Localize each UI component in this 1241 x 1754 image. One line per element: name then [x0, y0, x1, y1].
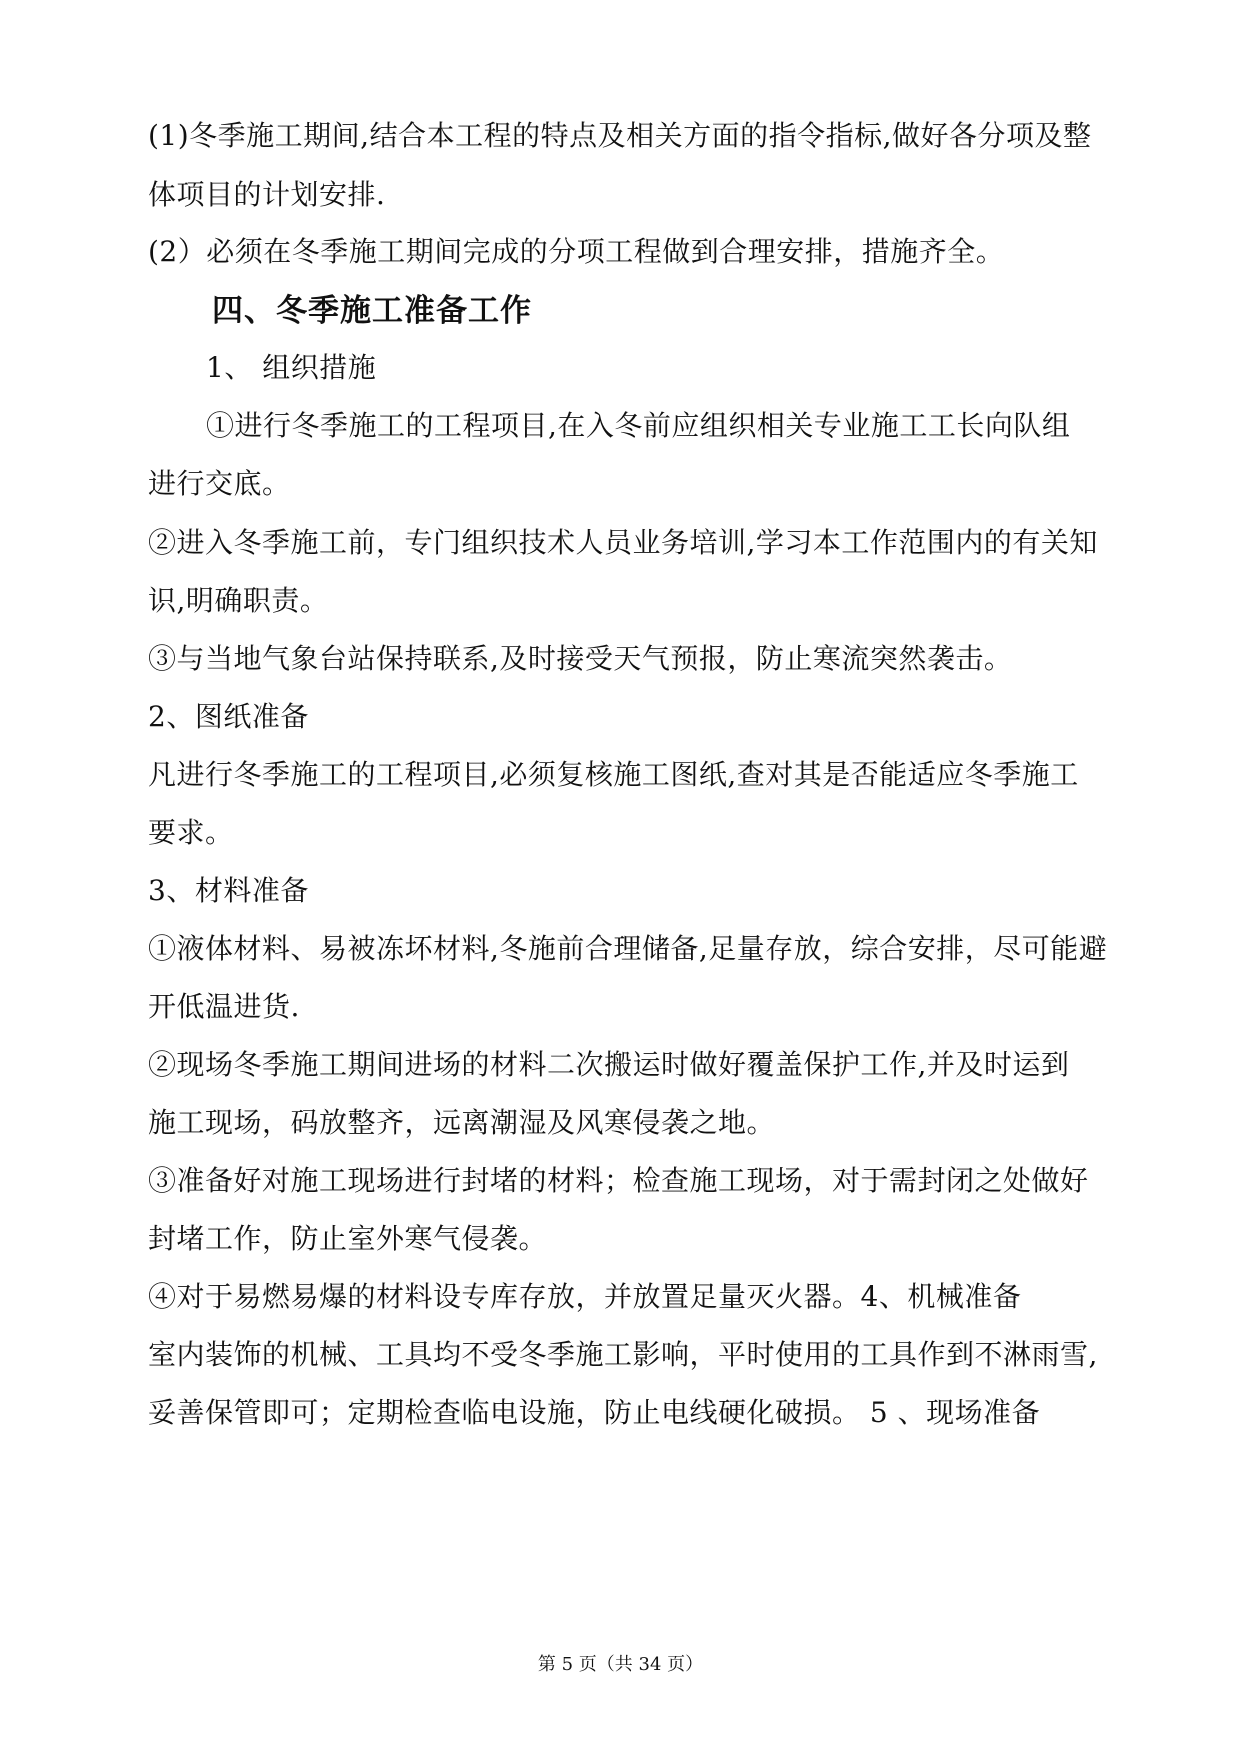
subsection-title-drawings: 2、图纸准备: [148, 700, 309, 733]
page-number-footer: 第 5 页（共 34 页）: [537, 1654, 704, 1675]
paragraph-line-19: 妥善保管即可；定期检查临电设施，防止电线硬化破损。 5 、现场准备: [148, 1396, 1041, 1429]
section-heading: 四、冬季施工准备工作: [212, 293, 532, 329]
paragraph-line-18: 室内装饰的机械、工具均不受冬季施工影响，平时使用的工具作到不淋雨雪,: [148, 1338, 1098, 1371]
paragraph-line-5: 进行交底。: [148, 467, 291, 500]
paragraph-line-4: ①进行冬季施工的工程项目,在入冬前应组织相关专业施工工长向队组: [206, 409, 1071, 442]
paragraph-line-12: 开低温进货.: [148, 990, 300, 1023]
paragraph-line-13: ②现场冬季施工期间进场的材料二次搬运时做好覆盖保护工作,并及时运到: [148, 1048, 1070, 1081]
paragraph-line-8: ③与当地气象台站保持联系,及时接受天气预报，防止寒流突然袭击。: [148, 642, 1013, 675]
paragraph-line-14: 施工现场，码放整齐，远离潮湿及风寒侵袭之地。: [148, 1106, 776, 1139]
paragraph-line-16: 封堵工作，防止室外寒气侵袭。: [148, 1222, 548, 1255]
paragraph-line-10: 要求。: [148, 816, 234, 849]
subsection-title-organization: 1、 组织措施: [206, 351, 377, 384]
paragraph-line-15: ③准备好对施工现场进行封堵的材料；检查施工现场，对于需封闭之处做好: [148, 1164, 1089, 1197]
paragraph-line-9: 凡进行冬季施工的工程项目,必须复核施工图纸,查对其是否能适应冬季施工: [148, 758, 1079, 791]
paragraph-line-6: ②进入冬季施工前，专门组织技术人员业务培训,学习本工作范围内的有关知: [148, 526, 1098, 559]
paragraph-line-17: ④对于易燃易爆的材料设专库存放，并放置足量灭火器。4、机械准备: [148, 1280, 1022, 1313]
paragraph-line-3: (2）必须在冬季施工期间完成的分项工程做到合理安排，措施齐全。: [148, 235, 1005, 268]
subsection-title-materials: 3、材料准备: [148, 874, 309, 907]
paragraph-line-1: (1)冬季施工期间,结合本工程的特点及相关方面的指令指标,做好各分项及整: [148, 119, 1092, 152]
paragraph-line-2: 体项目的计划安排.: [148, 178, 386, 211]
paragraph-line-7: 识,明确职责。: [148, 584, 329, 617]
paragraph-line-11: ①液体材料、易被冻坏材料,冬施前合理储备,足量存放，综合安排，尽可能避: [148, 932, 1108, 965]
